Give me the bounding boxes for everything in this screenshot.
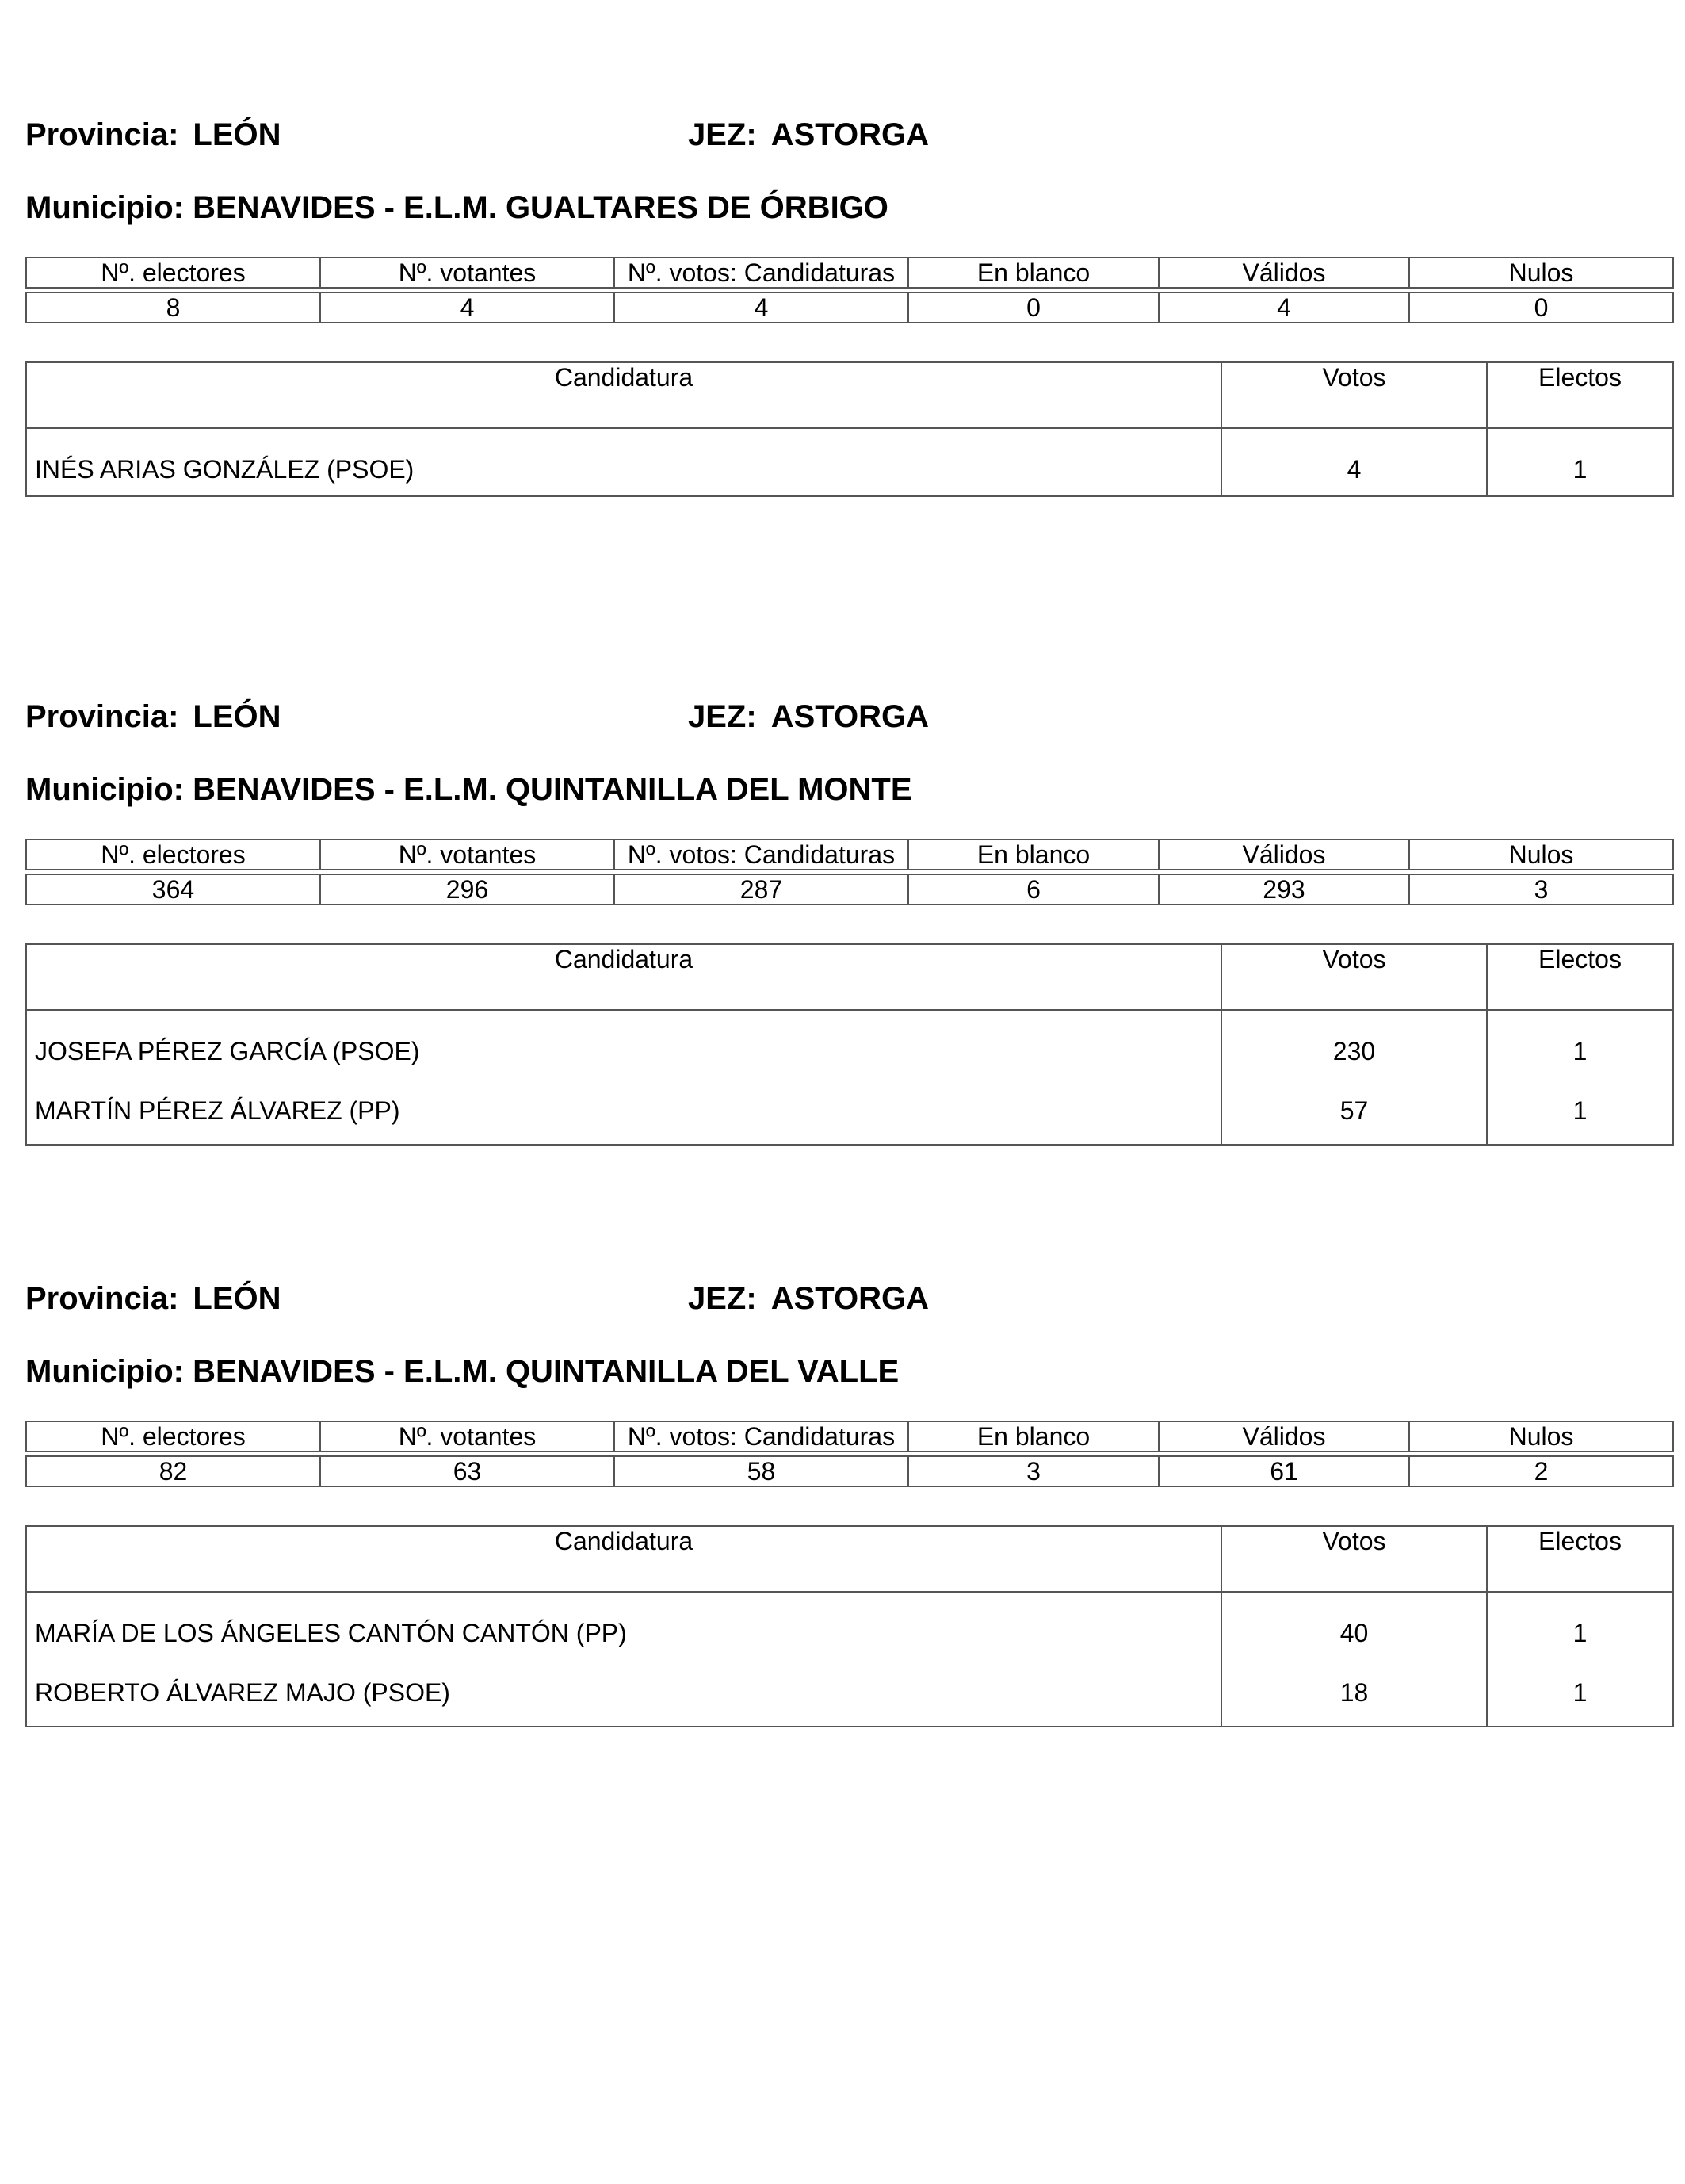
municipio-value: BENAVIDES - E.L.M. QUINTANILLA DEL VALLE (193, 1354, 900, 1389)
candidates-header-row (26, 362, 1673, 428)
provincia-label: Provincia: (25, 117, 179, 152)
candidate-name: ROBERTO ÁLVAREZ MAJO (PSOE) (26, 1659, 1221, 1727)
header-candidatura: Candidatura (26, 362, 1221, 428)
stats-header-votantes: Nº. votantes (320, 258, 614, 288)
municipio-label: Municipio: (25, 1354, 184, 1389)
jez-value: ASTORGA (770, 117, 929, 152)
stats-value-validos: 61 (1159, 1456, 1409, 1486)
jez-label: JEZ: (688, 1281, 757, 1316)
stats-header-nulos: Nulos (1409, 1421, 1673, 1452)
stats-value-votos-candidaturas: 287 (614, 874, 908, 905)
provincia-value: LEÓN (193, 699, 281, 734)
stats-header-nulos: Nulos (1409, 258, 1673, 288)
stats-header-votos-candidaturas: Nº. votos: Candidaturas (614, 258, 908, 288)
stats-header-electores: Nº. electores (26, 840, 320, 870)
stats-header-en-blanco: En blanco (908, 1421, 1159, 1452)
candidate-electos: 1 (1487, 1592, 1673, 1659)
municipio-label: Municipio: (25, 190, 184, 225)
stats-value-votantes: 296 (320, 874, 614, 905)
candidate-electos: 1 (1487, 1010, 1673, 1077)
stats-header-electores: Nº. electores (26, 1421, 320, 1452)
stats-value-electores: 82 (26, 1456, 320, 1486)
stats-header-row (26, 840, 1673, 870)
stats-header-electores: Nº. electores (26, 258, 320, 288)
candidate-name: MARÍA DE LOS ÁNGELES CANTÓN CANTÓN (PP) (26, 1592, 1221, 1659)
municipio-value: BENAVIDES - E.L.M. QUINTANILLA DEL MONTE (193, 772, 912, 807)
stats-value-en-blanco: 0 (908, 293, 1159, 323)
candidate-row (26, 1592, 1673, 1659)
candidate-row (26, 1659, 1673, 1727)
candidate-name: INÉS ARIAS GONZÁLEZ (PSOE) (26, 428, 1221, 496)
jez-label: JEZ: (688, 699, 757, 734)
municipio-line (25, 772, 912, 807)
candidate-electos: 1 (1487, 1077, 1673, 1145)
stats-header-votos-candidaturas: Nº. votos: Candidaturas (614, 1421, 908, 1452)
provincia-line (25, 699, 281, 734)
candidate-votos: 57 (1221, 1077, 1487, 1145)
stats-header-votantes: Nº. votantes (320, 1421, 614, 1452)
candidate-row (26, 428, 1673, 496)
stats-header-validos: Válidos (1159, 258, 1409, 288)
header-candidatura: Candidatura (26, 1526, 1221, 1592)
header-votos: Votos (1221, 944, 1487, 1010)
stats-value-votos-candidaturas: 4 (614, 293, 908, 323)
header-electos: Electos (1487, 944, 1673, 1010)
provincia-line (25, 1281, 281, 1316)
jez-line (688, 699, 929, 734)
candidate-name: JOSEFA PÉREZ GARCÍA (PSOE) (26, 1010, 1221, 1077)
provincia-value: LEÓN (193, 1281, 281, 1316)
stats-value-validos: 4 (1159, 293, 1409, 323)
stats-value-validos: 293 (1159, 874, 1409, 905)
stats-value-en-blanco: 6 (908, 874, 1159, 905)
header-electos: Electos (1487, 362, 1673, 428)
stats-value-electores: 8 (26, 293, 320, 323)
stats-header-en-blanco: En blanco (908, 840, 1159, 870)
stats-table (25, 1421, 1674, 1487)
municipio-line (25, 190, 888, 225)
candidate-votos: 18 (1221, 1659, 1487, 1727)
provincia-label: Provincia: (25, 699, 179, 734)
stats-header-validos: Válidos (1159, 1421, 1409, 1452)
candidate-votos: 4 (1221, 428, 1487, 496)
stats-header-votos-candidaturas: Nº. votos: Candidaturas (614, 840, 908, 870)
jez-label: JEZ: (688, 117, 757, 152)
stats-value-electores: 364 (26, 874, 320, 905)
stats-header-nulos: Nulos (1409, 840, 1673, 870)
stats-value-row (26, 1456, 1673, 1486)
jez-line (688, 1281, 929, 1316)
stats-table (25, 839, 1674, 905)
stats-value-en-blanco: 3 (908, 1456, 1159, 1486)
stats-header-row (26, 1421, 1673, 1452)
provincia-label: Provincia: (25, 1281, 179, 1316)
stats-header-row (26, 258, 1673, 288)
candidates-table (25, 943, 1674, 1146)
candidate-row (26, 1010, 1673, 1077)
stats-table (25, 257, 1674, 323)
stats-value-votos-candidaturas: 58 (614, 1456, 908, 1486)
jez-value: ASTORGA (770, 699, 929, 734)
candidates-header-row (26, 944, 1673, 1010)
provincia-line (25, 117, 281, 152)
municipio-value: BENAVIDES - E.L.M. GUALTARES DE ÓRBIGO (193, 190, 888, 225)
candidate-row (26, 1077, 1673, 1145)
stats-value-votantes: 63 (320, 1456, 614, 1486)
stats-header-validos: Válidos (1159, 840, 1409, 870)
stats-value-nulos: 2 (1409, 1456, 1673, 1486)
candidate-electos: 1 (1487, 1659, 1673, 1727)
header-votos: Votos (1221, 1526, 1487, 1592)
header-candidatura: Candidatura (26, 944, 1221, 1010)
stats-header-en-blanco: En blanco (908, 258, 1159, 288)
provincia-value: LEÓN (193, 117, 281, 152)
stats-header-votantes: Nº. votantes (320, 840, 614, 870)
candidates-table (25, 1525, 1674, 1727)
candidates-header-row (26, 1526, 1673, 1592)
header-votos: Votos (1221, 362, 1487, 428)
stats-value-row (26, 874, 1673, 905)
municipio-line (25, 1354, 899, 1389)
candidate-electos: 1 (1487, 428, 1673, 496)
header-electos: Electos (1487, 1526, 1673, 1592)
candidate-name: MARTÍN PÉREZ ÁLVAREZ (PP) (26, 1077, 1221, 1145)
stats-value-row (26, 293, 1673, 323)
jez-line (688, 117, 929, 152)
candidate-votos: 230 (1221, 1010, 1487, 1077)
jez-value: ASTORGA (770, 1281, 929, 1316)
candidates-table (25, 361, 1674, 497)
candidate-votos: 40 (1221, 1592, 1487, 1659)
stats-value-votantes: 4 (320, 293, 614, 323)
stats-value-nulos: 3 (1409, 874, 1673, 905)
municipio-label: Municipio: (25, 772, 184, 807)
stats-value-nulos: 0 (1409, 293, 1673, 323)
